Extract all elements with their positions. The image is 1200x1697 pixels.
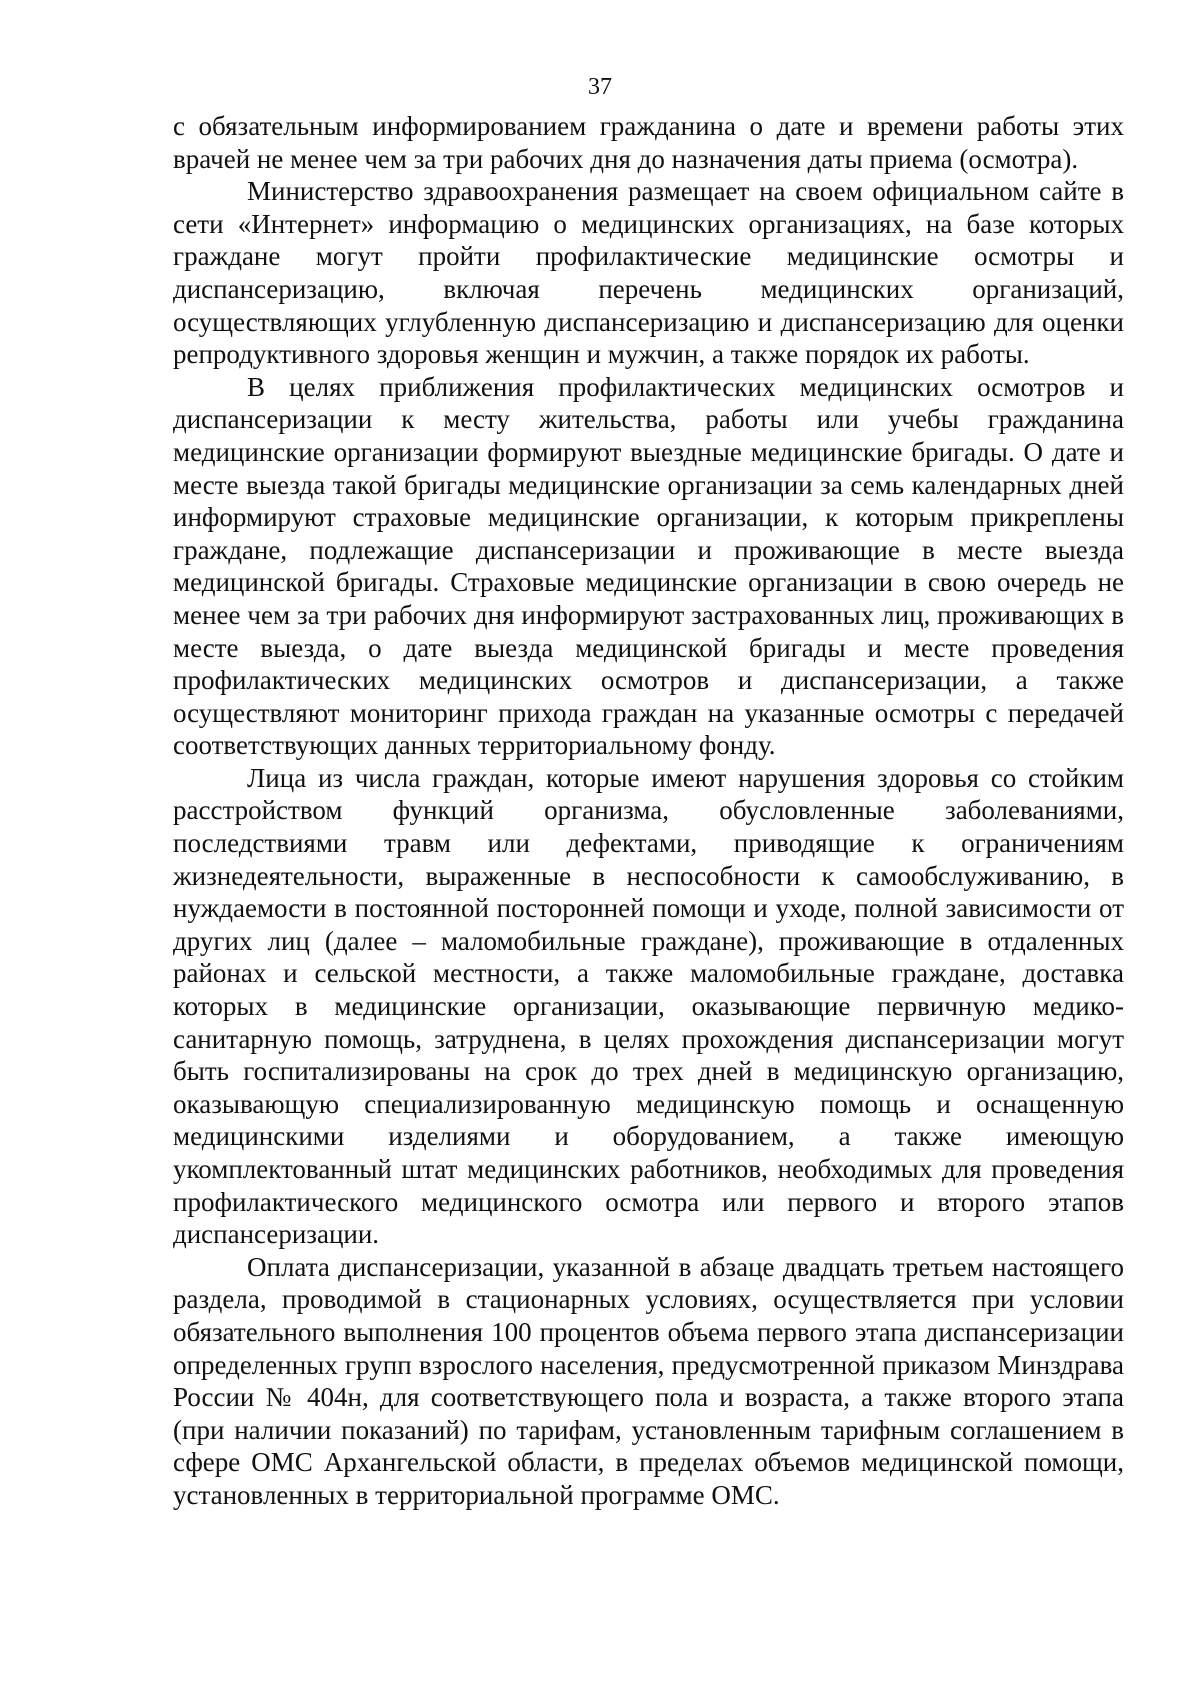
paragraph-4: Лица из числа граждан, которые имеют нарушения здоровья со стойким расстройством функций организма, обусловленные заболеваниями, последствиями травм или дефектами, приводящие к ограничениям жизнедеятельности, выраженные в неспособности к самообслуживанию, в нуждаемости в постоянной посторонней помощи и уходе, полной зависимости от других лиц (далее – маломобильные граждане), проживающие в отдаленных районах и сельской местности, а также маломобильные граждане, доставка которых в медицинские организации, оказывающие первичную медико-санитарную помощь, затруднена, в целях прохождения диспансеризации могут быть госпитализированы на срок до трех дней в медицинскую организацию, оказывающую специализированную медицинскую помощь и оснащенную медицинскими изделиями и оборудованием, а также имеющую укомплектованный штат медицинских работников, необходимых для проведения профилактического медицинского осмотра или первого и второго этапов диспансеризации.: [173, 762, 1124, 1250]
paragraph-1: с обязательным информированием гражданина о дате и времени работы этих врачей не менее чем за три рабочих дня до назначения даты приема (осмотра).: [173, 111, 1124, 174]
page-number: 37: [588, 74, 612, 100]
document-body: [173, 110, 1124, 1512]
paragraph-2: Министерство здравоохранения размещает на своем официальном сайте в сети «Интернет» информацию о медицинских организациях, на базе которых граждане могут пройти профилактические медицинские осмотры и диспансеризацию, включая перечень медицинских организаций, осуществляющих углубленную диспансеризацию и диспансеризацию для оценки репродуктивного здоровья женщин и мужчин, а также порядок их работы.: [173, 176, 1124, 370]
paragraph-3: В целях приближения профилактических медицинских осмотров и диспансеризации к месту жительства, работы или учебы гражданина медицинские организации формируют выездные медицинские бригады. О дате и месте выезда такой бригады медицинские организации за семь календарных дней информируют страховые медицинские организации, к которым прикреплены граждане, подлежащие диспансеризации и проживающие в месте выезда медицинской бригады. Страховые медицинские организации в свою очередь не менее чем за три рабочих дня информируют застрахованных лиц, проживающих в месте выезда, о дате выезда медицинской бригады и месте проведения профилактических медицинских осмотров и диспансеризации, а также осуществляют мониторинг прихода граждан на указанные осмотры с передачей соответствующих данных территориальному фонду.: [173, 371, 1124, 761]
paragraph-5: Оплата диспансеризации, указанной в абзаце двадцать третьем настоящего раздела, проводимой в стационарных условиях, осуществляется при условии обязательного выполнения 100 процентов объема первого этапа диспансеризации определенных групп взрослого населения, предусмотренной приказом Минздрава России № 404н, для соответствующего пола и возраста, а также второго этапа (при наличии показаний) по тарифам, установленным тарифным соглашением в сфере ОМС Архангельской области, в пределах объемов медицинской помощи, установленных в территориальной программе ОМС.: [173, 1251, 1124, 1510]
